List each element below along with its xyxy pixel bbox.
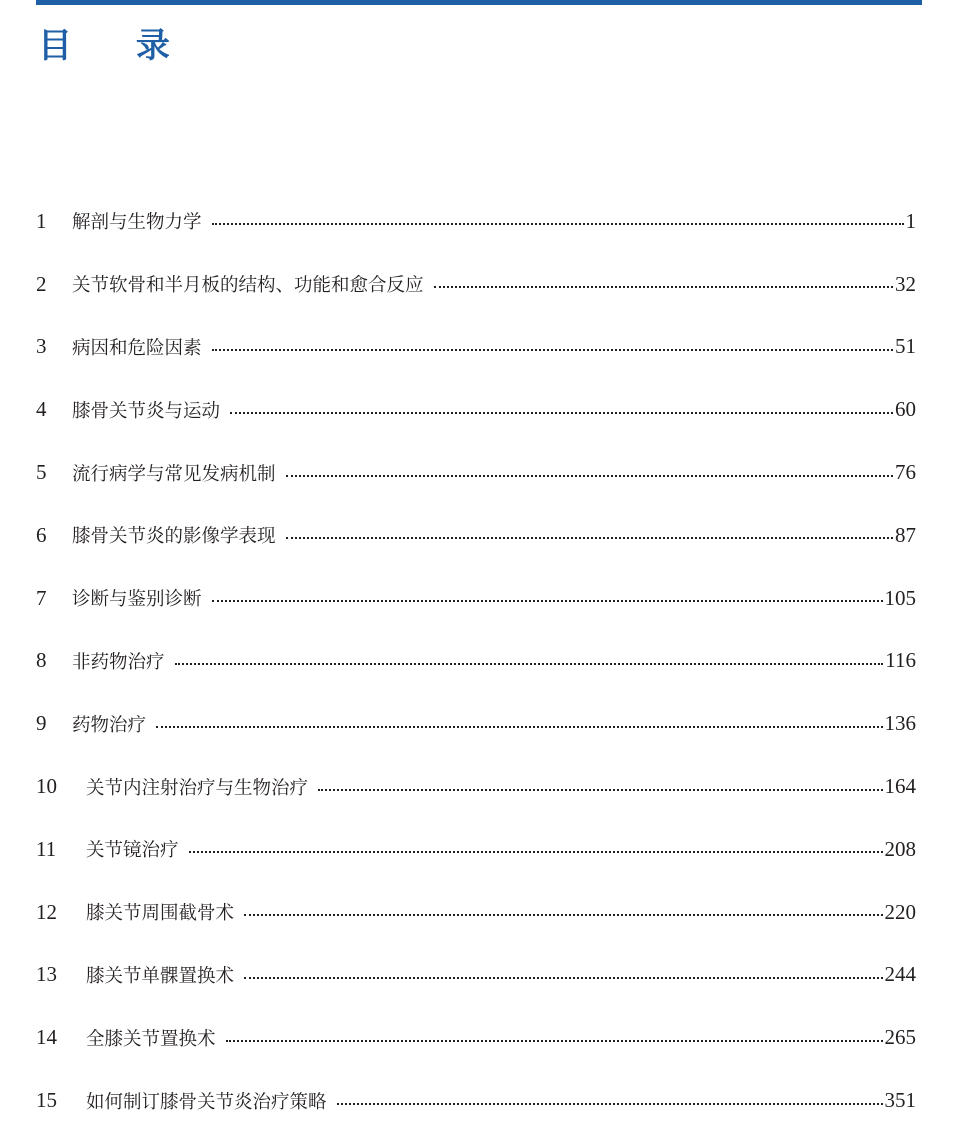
toc-entry-title: 膝关节单髁置换术 [86,965,235,987]
toc-entry-title: 非药物治疗 [72,651,165,673]
toc-entry-number: 7 [36,585,47,610]
toc-entry-number: 13 [36,962,57,987]
toc-entry[interactable] [36,1006,916,1069]
dot-leader [244,914,882,916]
toc-entry[interactable] [36,944,916,1007]
toc-entry-number: 14 [36,1025,57,1050]
toc-entry-page: 51 [895,334,916,359]
toc-entry[interactable] [36,567,916,630]
dot-leader [337,1103,883,1105]
toc-entry[interactable] [36,692,916,755]
dot-leader [175,663,884,665]
toc-entry-title: 膝关节周围截骨术 [86,903,235,925]
toc-entry-page: 76 [895,460,916,485]
toc-entry[interactable] [36,755,916,818]
toc-entry-page: 220 [884,899,916,924]
toc-entry[interactable] [36,378,916,441]
toc-entry-number: 6 [36,522,47,547]
dot-leader [212,349,893,351]
toc-entry[interactable] [36,441,916,504]
dot-leader [212,223,904,225]
toc-entry-title: 膝骨关节炎的影像学表现 [72,526,276,548]
toc-entry-page: 32 [895,271,916,296]
dot-leader [286,475,893,477]
toc-entry-number: 12 [36,899,57,924]
dot-leader [212,600,883,602]
toc-entry[interactable] [36,190,916,253]
toc-entry-title: 解剖与生物力学 [72,212,202,234]
toc-entry-page: 60 [895,397,916,422]
toc-entry-title: 如何制订膝骨关节炎治疗策略 [86,1091,327,1113]
dot-leader [226,1040,883,1042]
toc-entry-page: 164 [884,774,916,799]
toc-entry-number: 4 [36,397,47,422]
dot-leader [286,537,893,539]
toc-entry[interactable] [36,630,916,693]
toc-entry-number: 5 [36,460,47,485]
toc-entry[interactable] [36,818,916,881]
toc-entry-page: 116 [885,648,916,673]
toc-entry[interactable] [36,316,916,379]
toc-entry-page: 136 [884,711,916,736]
toc-entry-number: 15 [36,1088,57,1113]
toc-entry-number: 2 [36,271,47,296]
toc-entry[interactable] [36,504,916,567]
toc-entry-title: 膝骨关节炎与运动 [72,400,221,422]
toc-entry-page: 208 [884,836,916,861]
toc-entry-title: 关节软骨和半月板的结构、功能和愈合反应 [72,275,424,297]
dot-leader [434,286,893,288]
toc-entry-title: 药物治疗 [72,714,147,736]
toc-entry-page: 244 [884,962,916,987]
toc-entry[interactable] [36,881,916,944]
toc-entry-page: 265 [884,1025,916,1050]
toc-entry-page: 1 [905,208,916,233]
dot-leader [189,851,883,853]
toc-entry-title: 流行病学与常见发病机制 [72,463,276,485]
toc-entry-title: 病因和危险因素 [72,337,202,359]
toc-entry-number: 8 [36,648,47,673]
toc-entry-title: 关节内注射治疗与生物治疗 [86,777,309,799]
dot-leader [230,412,893,414]
dot-leader [318,789,882,791]
toc-entry-page: 87 [895,522,916,547]
top-rule [36,0,922,5]
toc-entry-title: 关节镜治疗 [86,840,179,862]
toc-entry-number: 1 [36,208,47,233]
toc-entry-number: 10 [36,774,57,799]
page-title: 目 录 [38,26,196,66]
toc-entry[interactable] [36,1069,916,1132]
toc-entry-page: 105 [884,585,916,610]
toc-entry-page: 351 [884,1088,916,1113]
toc-entry-number: 3 [36,334,47,359]
dot-leader [244,977,882,979]
toc-entry[interactable] [36,253,916,316]
toc-entry-title: 全膝关节置换术 [86,1028,216,1050]
toc-entry-number: 9 [36,711,47,736]
toc-entry-number: 11 [36,836,57,861]
toc-entry-title: 诊断与鉴别诊断 [72,589,202,611]
dot-leader [156,726,882,728]
table-of-contents [36,190,916,1132]
